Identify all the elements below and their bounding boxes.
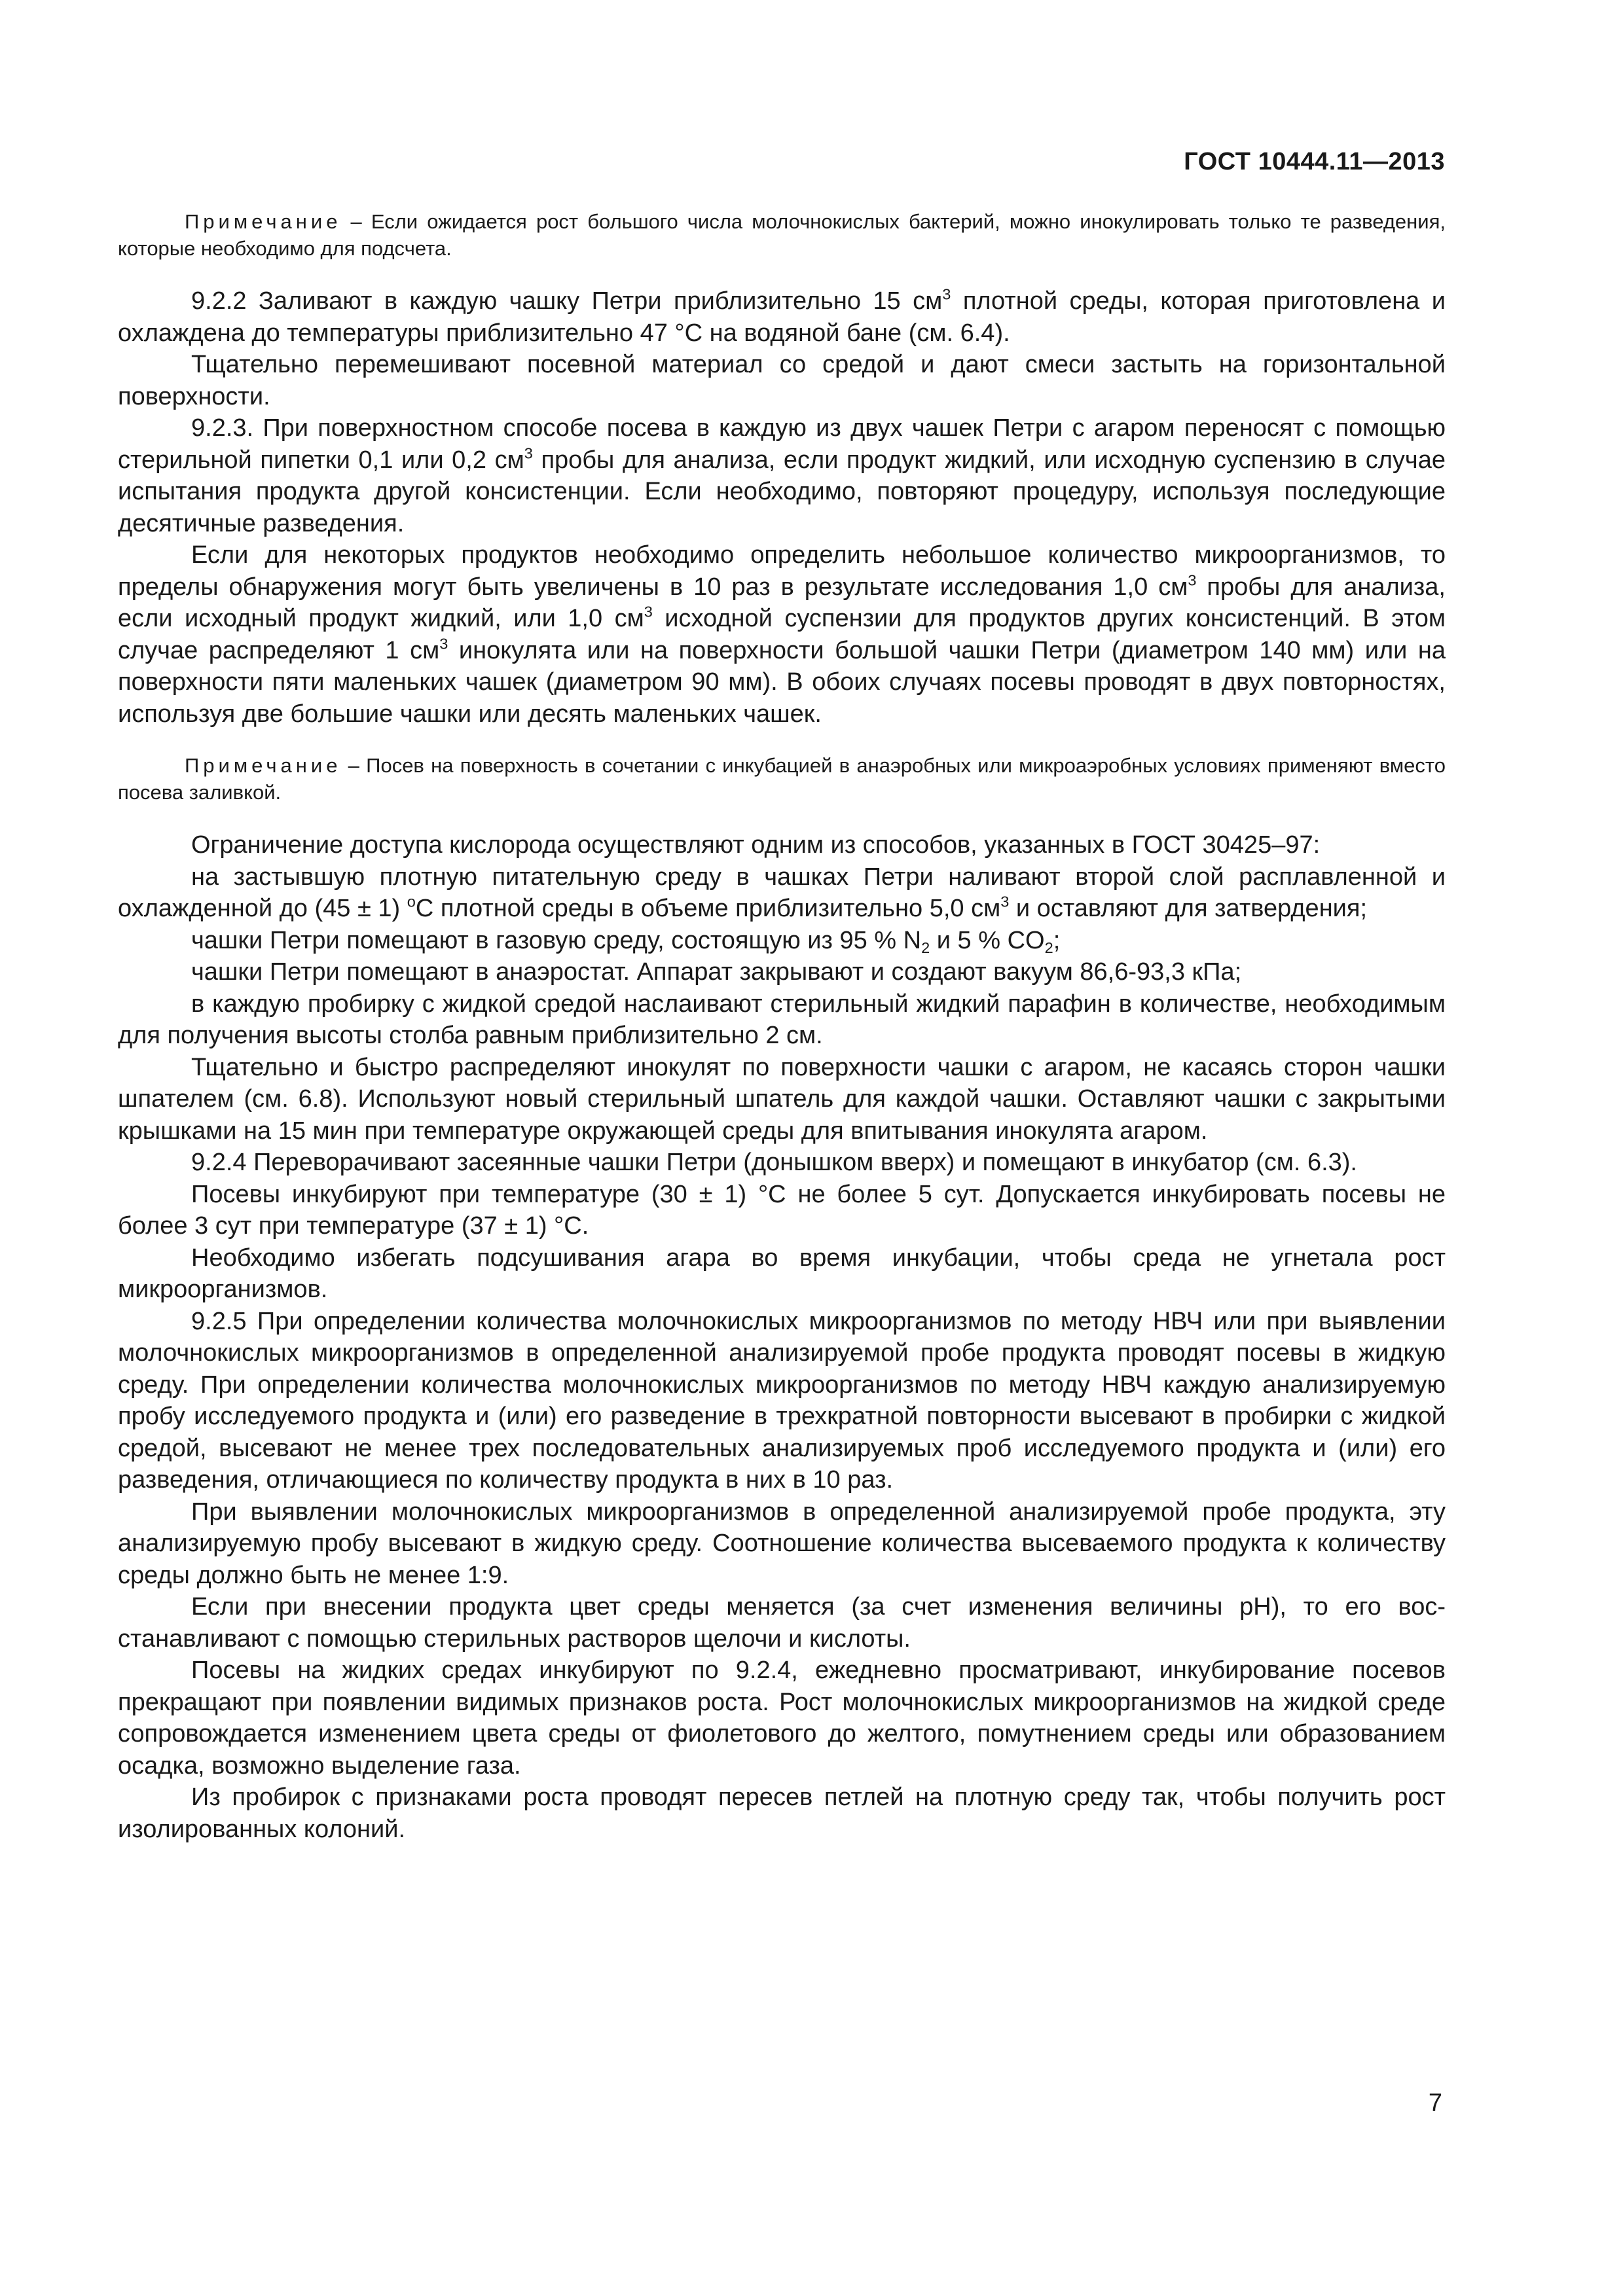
superscript: 3 [942,285,951,303]
paragraph-9-2-3 [118,412,1446,539]
superscript: 3 [524,444,533,461]
paragraph-detection-limits [118,539,1446,730]
paragraph-spreading: Тщательно и быстро распределяют инокулят по поверхности чашки с агаром, не касаясь сторон чашки шпателем (см. 6.8). Используют новый стерильный шпатель для каждой чашки. Оставляют чашки с закрытыми крышками на 15 мин при температуре окружающей среды для впитывания инокулята агаром. [118,1053,1446,1145]
superscript: 3 [1188,571,1197,588]
note-label: Примечание [185,754,342,777]
paragraph-ph-restore: Если при внесении продукта цвет среды меняется (за счет изменения величины pH), то его восстанавливают с помощью стерильных растворов щелочи и кислоты. [118,1593,1446,1653]
paragraph-oxygen-limitation: Ограничение доступа кислорода осуществляют одним из способов, указанных в ГОСТ 30425–97: [191,831,1321,859]
paragraph-text: С плотной среды в объеме приблизительно 5,0 см [415,895,1001,922]
note-text: – Если ожидается рост большого числа молочнокислых бактерий, можно инокулировать только те разведения, которые необходимо для подсчета. [118,210,1446,260]
page-number: 7 [1428,2089,1442,2117]
note-anaerobic [118,752,1446,806]
paragraph-paraffin: в каждую пробирку с жидкой средой наслаивают стерильный жидкий парафин в количестве, необходимым для получения высоты столба равным приблизительно 2 см. [118,990,1446,1049]
paragraph-drying: Необходимо избегать подсушивания агара во время инкубации, чтобы среда не угнетала рост микроорганизмов. [118,1244,1446,1303]
paragraph-liquid-incubation: Посевы на жидких средах инкубируют по 9.2.4, ежедневно просматривают, инкубирование посевов прекращают при появлении видимых признаков роста. Рост молочнокислых микроорганизмов на жидкой среде сопровождается изменением цвета среды от фиолетового до желтого, помутнением среды или образованием осадка, возможно выделение газа. [118,1657,1446,1780]
note-lactic-bacteria [118,208,1446,262]
superscript: 3 [1000,893,1010,910]
paragraph-text: 9.2.3. При поверхностном способе посева в каждую из двух чашек Петри с агаром переносят с помощью стерильной пипетки 0,1 или 0,2 см [118,414,1446,474]
paragraph-gas-environment [118,925,1446,957]
document-code-header: ГОСТ 10444.11—2013 [1184,148,1445,175]
paragraph-second-layer [118,861,1446,925]
paragraph-text: на застывшую плотную питательную среду в чашках Петри наливают второй слой расплавленной и охлажденной до (45 ± 1) [118,863,1446,922]
paragraph-text: ; [1053,926,1061,954]
paragraph-detection: При выявлении молочнокислых микроорганизмов в определенной анализируемой пробе продукта, эту анализируемую пробу высевают в жидкую среду. Соотношение количества высеваемого продукта к количеству среды должно быть не менее 1:9. [118,1498,1446,1589]
note-text: – Посев на поверхность в сочетании с инкубацией в анаэробных или микроаэробных условиях применяют вместо посева заливкой. [118,754,1446,804]
paragraph-9-2-5: 9.2.5 При определении количества молочнокислых микроорганизмов по методу НВЧ или при выявлении молочнокислых микроорганизмов в определенной анализируемой пробе продукта проводят посевы в жидкую среду. При определении количества молочнокислых микроорганизмов по методу НВЧ каждую анализируемую пробу исследуемого продукта и (или) его разведение в трехкратной повторности высевают в пробирки с жидкой средой, высевают не менее трех последовательных анализируемых проб исследуемого продукта и (или) его разведения, отличающиеся по количеству продукта в них в 10 раз. [118,1307,1446,1494]
paragraph-text: Если для некоторых продуктов необходимо определить небольшое количество микроорганизмов, то пределы обнаружения могут быть увеличены в 10 раз в результате исследования 1,0 см [118,541,1446,601]
paragraph-text: и оставляют для затвердения; [1009,895,1368,922]
paragraph-text: чашки Петри помещают в газовую среду, состоящую из 95 % N [191,926,922,954]
paragraph-9-2-4: 9.2.4 Переворачивают засеянные чашки Петри (донышком вверх) и помещают в инкубатор (см. 6.3). [191,1149,1357,1176]
document-body [118,208,1446,1845]
paragraph-incubation: Посевы инкубируют при температуре (30 ± 1) °С не более 5 сут. Допускается инкубировать посевы не более 3 сут при температуре (37 ± 1) °С. [118,1180,1446,1240]
paragraph-text: исходной суспензии для продуктов других консистенций. В этом случае распределяют 1 см [118,605,1446,664]
subscript: 2 [1044,939,1053,956]
paragraph-anaerostat: чашки Петри помещают в анаэростат. Аппарат закрывают и создают вакуум 86,6-93,3 кПа; [191,958,1242,986]
paragraph-9-2-2 [118,285,1446,349]
subscript: 2 [921,939,930,956]
paragraph-subculture: Из пробирок с признаками роста проводят пересев петлей на плотную среду так, чтобы получить рост изолированных колоний. [118,1784,1446,1843]
superscript: 3 [644,603,653,620]
paragraph-text: пробы для анализа, если исходный продукт жидкий, или 1,0 см [118,573,1446,632]
paragraph-text: и 5 % CO [930,926,1045,954]
paragraph-mixing: Тщательно перемешивают посевной материал со средой и дают смеси застыть на горизонтальной поверхности. [118,351,1446,410]
superscript: о [407,893,416,910]
superscript: 3 [439,634,448,652]
paragraph-text: 9.2.2 Заливают в каждую чашку Петри приблизительно 15 см [191,287,943,315]
paragraph-text: плотной среды, которая приготовлена и охлаждена до температуры приблизительно 47 °С на водяной бане (см. 6.4). [118,287,1446,347]
note-label: Примечание [185,210,342,233]
paragraph-text: пробы для анализа, если продукт жидкий, или исходную суспензию в случае испытания продукта другой консистенции. Если необходимо, повторяют процедуру, используя последующие десятичные разведения. [118,446,1446,537]
paragraph-text: инокулята или на поверхности большой чашки Петри (диаметром 140 мм) или на поверхности пяти маленьких чашек (диаметром 90 мм). В обоих случаях посевы проводят в двух повторностях, используя две большие чашки или десять маленьких чашек. [118,636,1446,728]
